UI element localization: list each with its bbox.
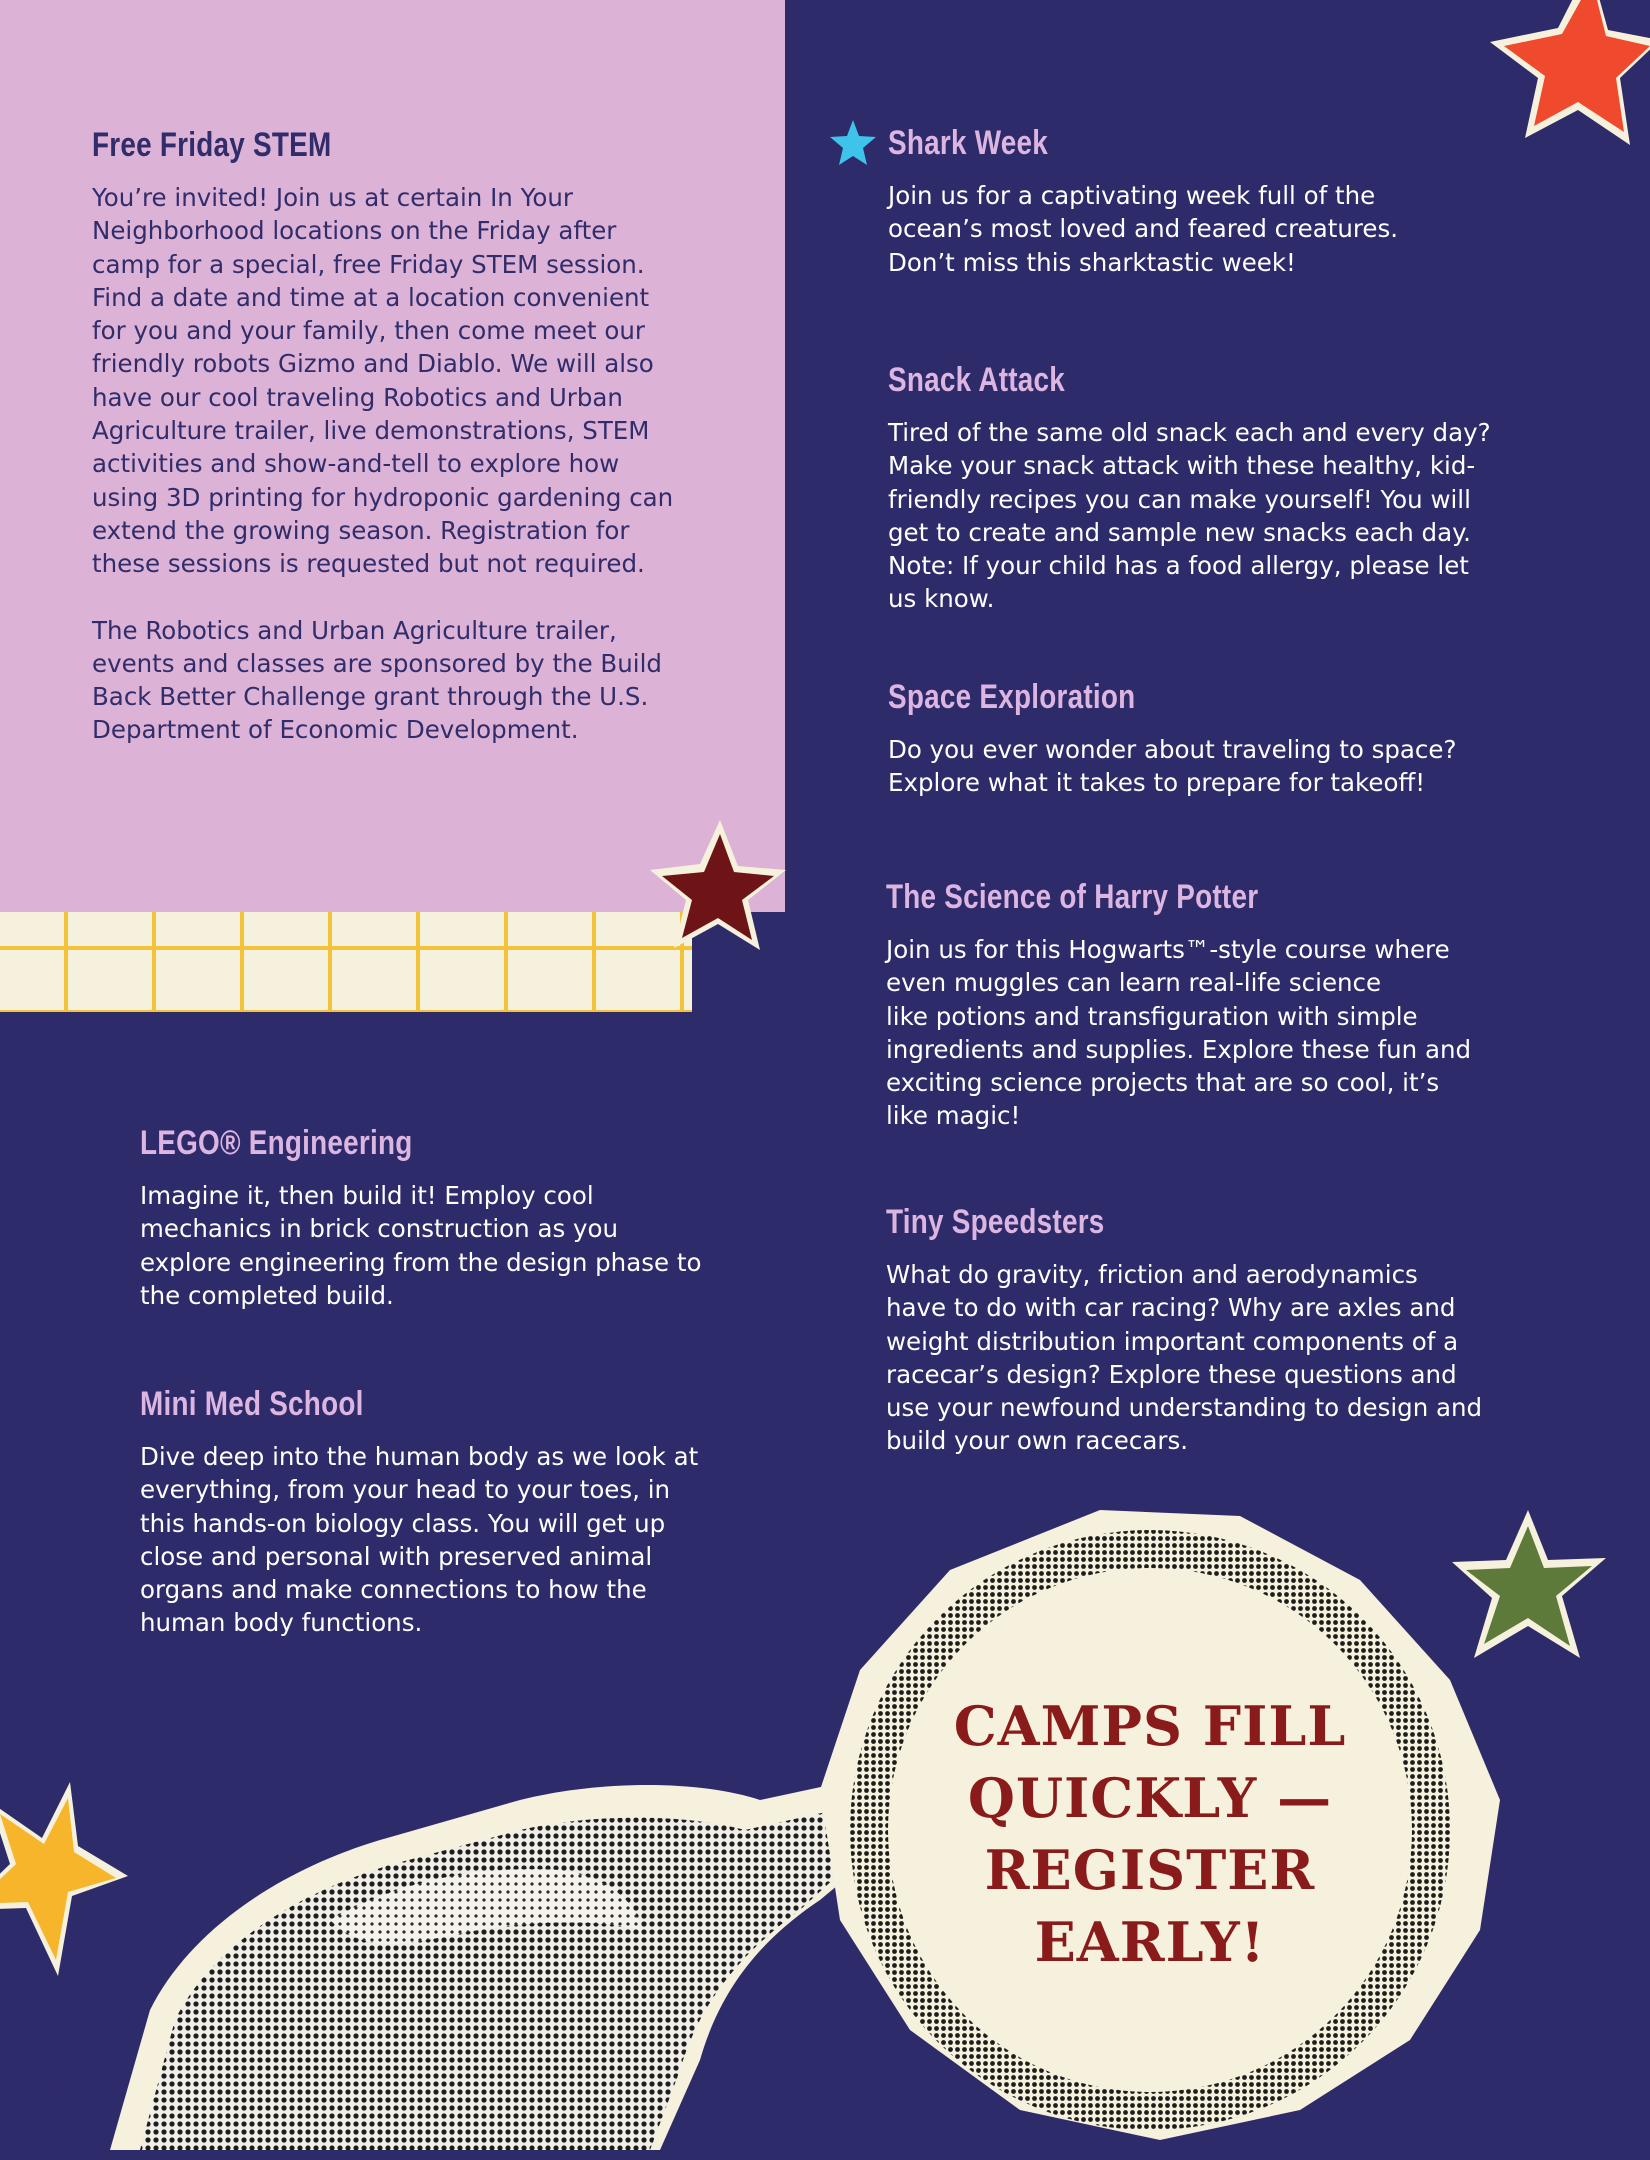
section-title: Shark Week — [888, 124, 1049, 162]
section-body: Join us for a captivating week full of the ocean’s most loved and feared creatures. Don’t miss this sharktastic week! — [888, 181, 1399, 277]
section-title: Tiny Speedsters — [886, 1203, 1105, 1241]
grid-paper-strip — [0, 912, 692, 1012]
section-title: The Science of Harry Potter — [886, 878, 1259, 916]
sponsor-note: The Robotics and Urban Agriculture trailer, events and classes are sponsored by the Build Back Better Challenge grant through the U.S. Department of Economic Development. — [92, 615, 662, 745]
section-title: Mini Med School — [140, 1385, 364, 1423]
shark-week-section — [888, 124, 1528, 279]
space-exploration-section — [888, 678, 1528, 800]
lego-engineering-section — [140, 1124, 780, 1312]
page-number: 6 — [52, 2076, 68, 2107]
maroon-star-icon — [648, 818, 788, 958]
section-title: Space Exploration — [888, 678, 1136, 716]
free-friday-section — [92, 126, 752, 747]
snack-attack-section — [888, 361, 1548, 616]
register-early-callout: CAMPS FILL QUICKLY — REGISTER EARLY! — [953, 1694, 1347, 1974]
section-title: Snack Attack — [888, 361, 1066, 399]
section-body: You’re invited! Join us at certain In Your Neighborhood locations on the Friday after camp for a special, free Friday STEM session. Find a date and time at a location convenient for you and your family, then come meet our friendly robots Gizmo and Diablo. We will also have our cool traveling Robotics and Urban Agriculture trailer, live demonstrations, STEM activities and show-and-tell to explore how using 3D printing for hydroponic gardening can extend the growing season. Registration for these sessions is requested but not required. — [92, 183, 674, 579]
section-title: LEGO® Engineering — [140, 1124, 413, 1162]
section-body: Join us for this Hogwarts™-style course where even muggles can learn real-life science like potions and transfiguration with simple ingredients and supplies. Explore these fun and exciting science projects that are so cool, it’s like magic! — [886, 935, 1472, 1131]
cyan-star-icon — [828, 118, 878, 168]
harry-potter-section — [886, 878, 1546, 1133]
section-body: Dive deep into the human body as we look at everything, from your head to your toes, in this hands-on biology class. You will get up close and personal with preserved animal organs and make connections to how the human body functions. — [140, 1442, 699, 1638]
section-title: Free Friday STEM — [92, 126, 332, 164]
section-body: Tired of the same old snack each and every day? Make your snack attack with these healthy, kid- friendly recipes you can make yourself! You will get to create and sample new snacks each day. Note: If your child has a food allergy, please let us know. — [888, 418, 1491, 614]
tiny-speedsters-section — [886, 1203, 1546, 1458]
section-body: Do you ever wonder about traveling to space? Explore what it takes to prepare for takeoff! — [888, 735, 1457, 798]
section-body: Imagine it, then build it! Employ cool mechanics in brick construction as you explore engineering from the design phase to the completed build. — [140, 1181, 702, 1310]
section-body: What do gravity, friction and aerodynamics have to do with car racing? Why are axles and weight distribution important components of a racecar’s design? Explore these questions and use your newfound understanding to design and build your own racecars. — [886, 1260, 1483, 1456]
mini-med-school-section — [140, 1385, 780, 1640]
